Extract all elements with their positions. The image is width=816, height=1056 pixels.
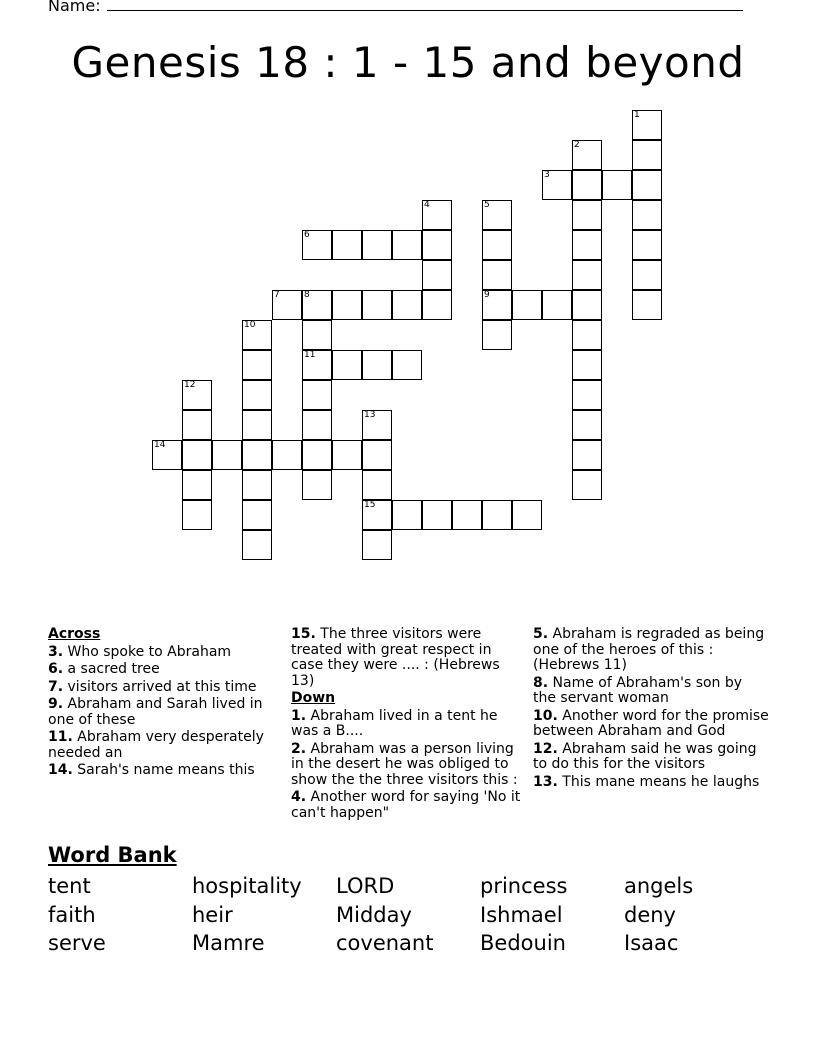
grid-cell[interactable] bbox=[572, 230, 602, 260]
grid-cell[interactable] bbox=[362, 470, 392, 500]
grid-cell[interactable] bbox=[482, 260, 512, 290]
grid-cell[interactable] bbox=[302, 320, 332, 350]
name-label: Name: bbox=[48, 0, 101, 15]
cell-number: 12 bbox=[184, 380, 196, 390]
grid-cell[interactable] bbox=[422, 500, 452, 530]
clue-across-11: 11. Abraham very desperately needed an bbox=[48, 729, 264, 761]
grid-cell[interactable] bbox=[482, 200, 512, 230]
word-bank-item: faith bbox=[48, 902, 96, 927]
clue-down-10: 10. Another word for the promise between Abraham and God bbox=[533, 707, 769, 739]
word-bank-item: hospitality bbox=[192, 874, 302, 898]
grid-cell[interactable] bbox=[392, 350, 422, 380]
down-heading: Down bbox=[291, 690, 336, 706]
grid-cell[interactable] bbox=[302, 350, 332, 380]
clue-down-4: 4. Another word for saying 'No it can't happen" bbox=[291, 789, 521, 821]
grid-cell[interactable] bbox=[302, 230, 332, 260]
grid-cell[interactable] bbox=[632, 110, 662, 140]
grid-cell[interactable] bbox=[632, 290, 662, 320]
page-title: Genesis 18 : 1 - 15 and beyond bbox=[71, 38, 745, 87]
cell-number: 14 bbox=[154, 440, 166, 450]
grid-cell[interactable] bbox=[302, 290, 332, 320]
grid-cell[interactable] bbox=[332, 230, 362, 260]
grid-cell[interactable] bbox=[422, 230, 452, 260]
grid-cell[interactable] bbox=[332, 440, 362, 470]
word-bank-item: heir bbox=[192, 902, 233, 927]
word-bank-title: Word Bank bbox=[48, 843, 177, 867]
clue-across-9: 9. Abraham and Sarah lived in one of these bbox=[48, 696, 263, 728]
clue-across-6: 6. a sacred tree bbox=[48, 661, 160, 677]
word-bank-item: Ishmael bbox=[480, 902, 563, 927]
word-bank-item: Mamre bbox=[192, 931, 265, 955]
clue-across-14: 14. Sarah's name means this bbox=[48, 762, 255, 778]
grid-cell[interactable] bbox=[572, 200, 602, 230]
clue-column-3 bbox=[533, 627, 769, 792]
grid-cell[interactable] bbox=[392, 230, 422, 260]
grid-cell[interactable] bbox=[242, 440, 272, 470]
grid-cell[interactable] bbox=[602, 170, 632, 200]
grid-cell[interactable] bbox=[572, 140, 602, 170]
clue-down-13: 13. This mane means he laughs bbox=[533, 773, 760, 790]
word-bank-item: Midday bbox=[336, 902, 412, 927]
grid-cell[interactable] bbox=[362, 500, 392, 530]
grid-cell[interactable] bbox=[212, 440, 242, 470]
clue-down-8: 8. Name of Abraham's son by the servant woman bbox=[533, 674, 743, 706]
clue-column-2 bbox=[291, 627, 527, 823]
word-bank-item: Bedouin bbox=[480, 931, 566, 955]
clue-down-2: 2. Abraham was a person living in the desert he was obliged to show the the three visitors this : bbox=[291, 740, 518, 788]
clue-across-15: 15. The three visitors were treated with great respect in case they were .... : (Hebrews 13) bbox=[291, 626, 500, 689]
grid-cell[interactable] bbox=[242, 350, 272, 380]
across-heading: Across bbox=[48, 626, 101, 642]
grid-cell[interactable] bbox=[572, 470, 602, 500]
grid-cell[interactable] bbox=[332, 290, 362, 320]
grid-cell[interactable] bbox=[422, 260, 452, 290]
grid-cell[interactable] bbox=[512, 290, 542, 320]
clue-column-1 bbox=[48, 627, 284, 781]
grid-cell[interactable] bbox=[242, 320, 272, 350]
grid-cell[interactable] bbox=[362, 290, 392, 320]
grid-cell[interactable] bbox=[242, 380, 272, 410]
grid-cell[interactable] bbox=[572, 410, 602, 440]
word-bank bbox=[48, 872, 768, 958]
word-bank-item: LORD bbox=[336, 874, 395, 898]
grid-cell[interactable] bbox=[632, 200, 662, 230]
cell-number: 9 bbox=[484, 290, 490, 300]
grid-cell[interactable] bbox=[512, 500, 542, 530]
clue-across-3: 3. Who spoke to Abraham bbox=[48, 643, 232, 660]
grid-cell[interactable] bbox=[452, 500, 482, 530]
cell-number: 13 bbox=[364, 410, 376, 420]
grid-cell[interactable] bbox=[482, 290, 512, 320]
cell-number: 11 bbox=[304, 350, 316, 360]
grid-cell[interactable] bbox=[362, 410, 392, 440]
grid-cell[interactable] bbox=[182, 470, 212, 500]
grid-cell[interactable] bbox=[572, 290, 602, 320]
grid-cell[interactable] bbox=[542, 170, 572, 200]
grid-cell[interactable] bbox=[392, 290, 422, 320]
grid-cell[interactable] bbox=[362, 350, 392, 380]
grid-cell[interactable] bbox=[572, 170, 602, 200]
grid-cell[interactable] bbox=[272, 440, 302, 470]
word-bank-item: Isaac bbox=[624, 931, 679, 955]
word-bank-item: tent bbox=[48, 874, 91, 898]
grid-cell[interactable] bbox=[272, 290, 302, 320]
grid-cell[interactable] bbox=[362, 440, 392, 470]
grid-cell[interactable] bbox=[632, 230, 662, 260]
grid-cell[interactable] bbox=[182, 440, 212, 470]
grid-cell[interactable] bbox=[572, 260, 602, 290]
grid-cell[interactable] bbox=[482, 230, 512, 260]
grid-cell[interactable] bbox=[242, 470, 272, 500]
clue-down-12: 12. Abraham said he was going to do this for the visitors bbox=[533, 740, 757, 772]
grid-cell[interactable] bbox=[242, 500, 272, 530]
grid-cell[interactable] bbox=[302, 470, 332, 500]
grid-cell[interactable] bbox=[152, 440, 182, 470]
grid-cell[interactable] bbox=[632, 260, 662, 290]
grid-cell[interactable] bbox=[482, 500, 512, 530]
grid-cell[interactable] bbox=[242, 530, 272, 560]
cell-number: 3 bbox=[544, 170, 550, 180]
cell-number: 4 bbox=[424, 200, 430, 210]
grid-cell[interactable] bbox=[392, 500, 422, 530]
grid-cell[interactable] bbox=[242, 410, 272, 440]
grid-cell[interactable] bbox=[482, 320, 512, 350]
grid-cell[interactable] bbox=[632, 170, 662, 200]
grid-cell[interactable] bbox=[542, 290, 572, 320]
grid-cell[interactable] bbox=[422, 290, 452, 320]
clue-down-5: 5. Abraham is regraded as being one of the heroes of this : (Hebrews 11) bbox=[533, 626, 765, 673]
grid-cell[interactable] bbox=[332, 350, 362, 380]
cell-number: 15 bbox=[364, 500, 376, 510]
grid-cell[interactable] bbox=[182, 380, 212, 410]
grid-cell[interactable] bbox=[422, 200, 452, 230]
cell-number: 7 bbox=[274, 290, 280, 300]
grid-cell[interactable] bbox=[302, 380, 332, 410]
grid-cell[interactable] bbox=[572, 350, 602, 380]
grid-cell[interactable] bbox=[302, 410, 332, 440]
word-bank-item: serve bbox=[48, 931, 106, 955]
word-bank-item: angels bbox=[624, 874, 694, 898]
word-bank-item: princess bbox=[480, 874, 568, 898]
word-bank-item: deny bbox=[624, 902, 676, 927]
grid-cell[interactable] bbox=[302, 440, 332, 470]
grid-cell[interactable] bbox=[572, 320, 602, 350]
clue-down-1: 1. Abraham lived in a tent he was a B.... bbox=[291, 707, 498, 739]
grid-cell[interactable] bbox=[362, 530, 392, 560]
cell-number: 8 bbox=[304, 290, 310, 300]
cell-number: 10 bbox=[244, 320, 256, 330]
word-bank-item: covenant bbox=[336, 931, 434, 955]
cell-number: 5 bbox=[484, 200, 490, 210]
grid-cell[interactable] bbox=[632, 140, 662, 170]
grid-cell[interactable] bbox=[182, 500, 212, 530]
grid-cell[interactable] bbox=[572, 440, 602, 470]
grid-cell[interactable] bbox=[182, 410, 212, 440]
cell-number: 6 bbox=[304, 230, 310, 240]
grid-cell[interactable] bbox=[572, 380, 602, 410]
grid-cell[interactable] bbox=[362, 230, 392, 260]
cell-number: 1 bbox=[634, 110, 640, 120]
cell-number: 2 bbox=[574, 140, 580, 150]
clue-across-7: 7. visitors arrived at this time bbox=[48, 678, 257, 695]
